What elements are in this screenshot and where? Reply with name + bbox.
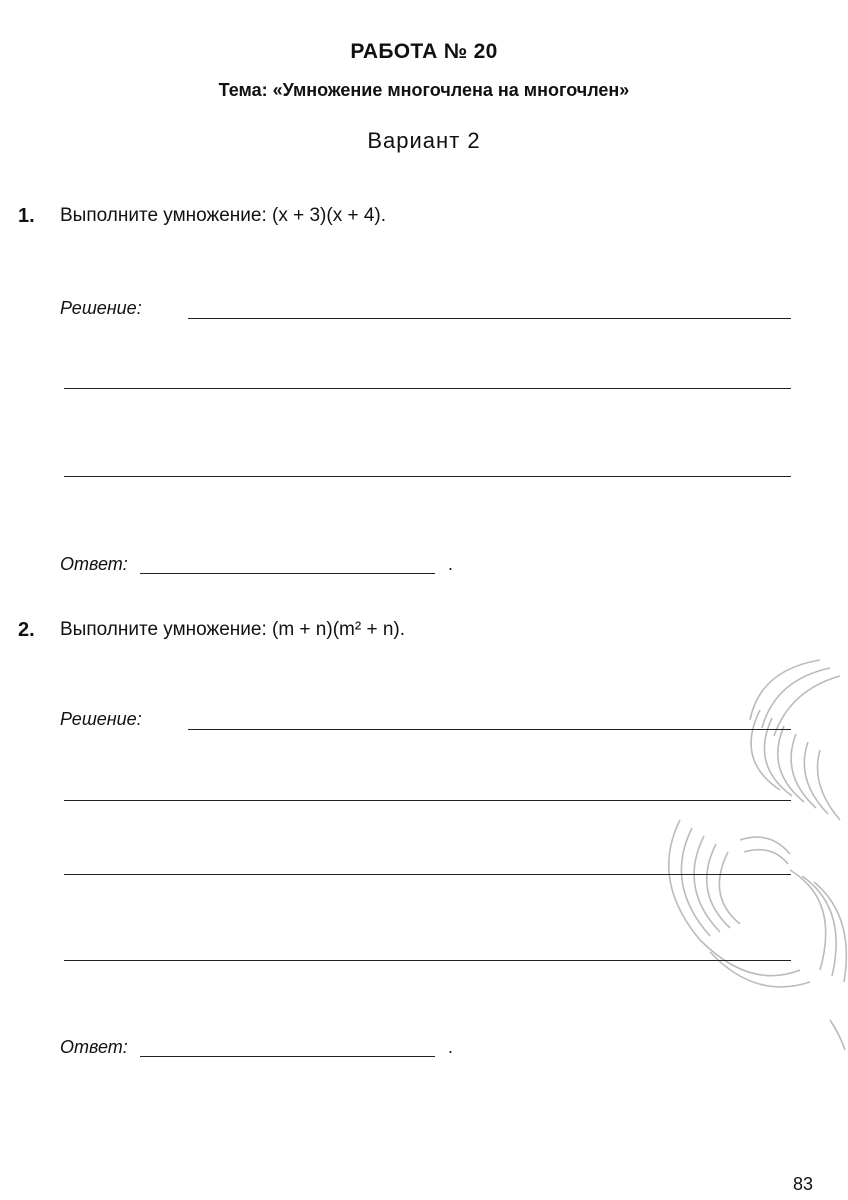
task-2-expression: (m + n)(m² + n).	[272, 619, 406, 640]
task-2-answer-period: .	[448, 1037, 454, 1057]
variant-label: Вариант 2	[367, 128, 481, 153]
task-2-number: 2.	[18, 619, 35, 641]
task-1-solution-line-2[interactable]	[64, 388, 791, 389]
task-2-solution-line-3[interactable]	[64, 874, 791, 875]
page-title: РАБОТА № 20	[350, 40, 498, 63]
task-1-answer-line[interactable]	[140, 573, 435, 574]
task-2-solution-line-2[interactable]	[64, 800, 791, 801]
task-1-expression: (x + 3)(x + 4).	[272, 205, 387, 226]
task-1-answer-period: .	[448, 554, 454, 574]
task-2-prompt: Выполните умножение:	[60, 619, 267, 640]
task-2-solution-line-1[interactable]	[188, 729, 791, 730]
task-2-answer-line[interactable]	[140, 1056, 435, 1057]
page-number: 83	[793, 1174, 814, 1194]
task-2-solution-line-4[interactable]	[64, 960, 791, 961]
decorative-swirl-icon	[640, 640, 848, 1060]
topic-subtitle: Тема: «Умножение многочлена на многочлен»	[218, 80, 630, 100]
task-2-solution-label: Решение:	[60, 709, 142, 729]
task-1-prompt: Выполните умножение:	[60, 205, 267, 226]
task-1-solution-label: Решение:	[60, 298, 142, 318]
task-1-answer-label: Ответ:	[60, 554, 128, 574]
task-2-statement	[60, 619, 405, 641]
task-1-statement	[60, 205, 386, 227]
task-2-answer-label: Ответ:	[60, 1037, 128, 1057]
task-1-solution-line-1[interactable]	[188, 318, 791, 319]
task-1-number: 1.	[18, 205, 35, 227]
task-1-solution-line-3[interactable]	[64, 476, 791, 477]
